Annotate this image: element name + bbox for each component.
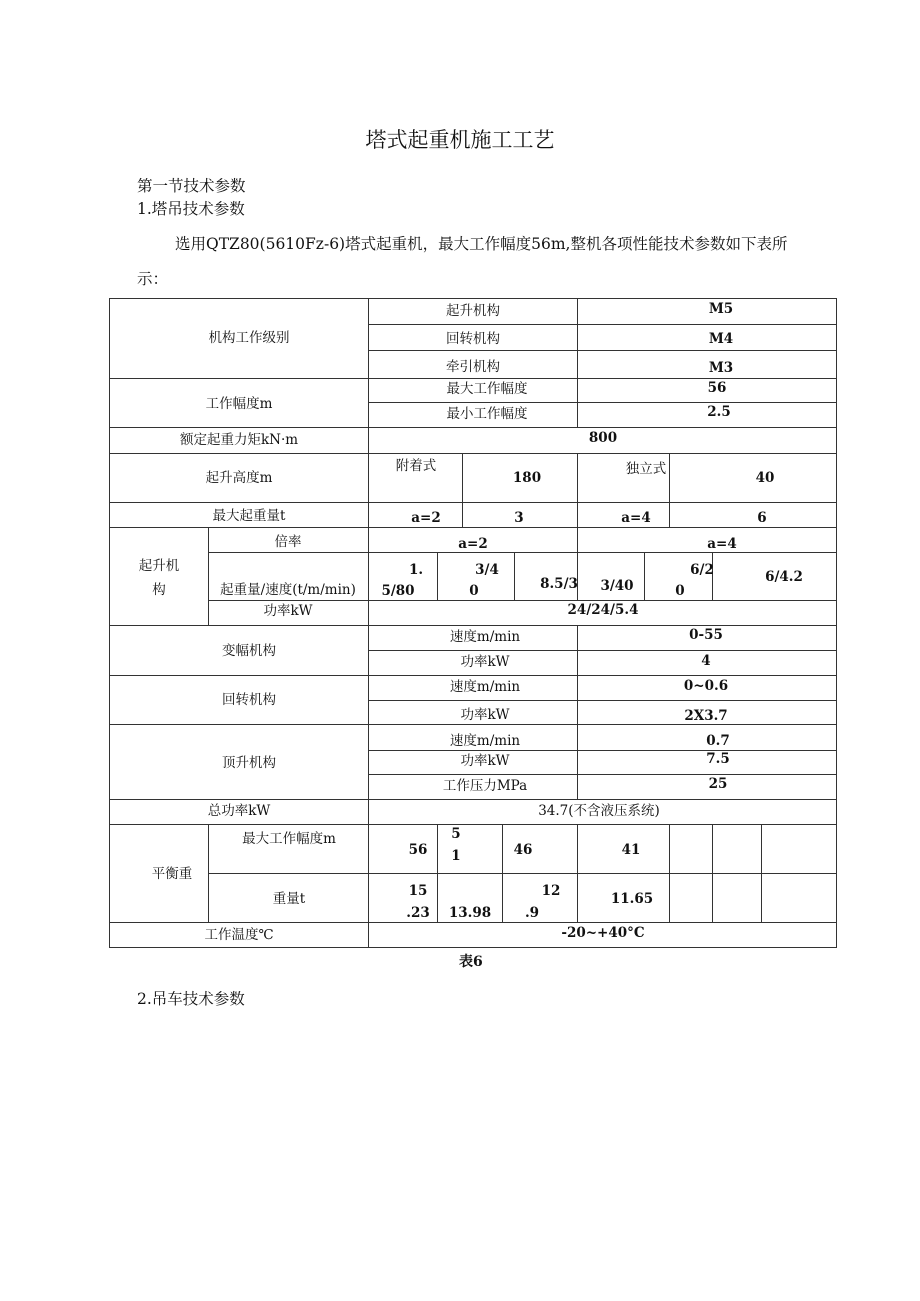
cell-attached: 附着式 [395,458,437,474]
cell-max-load-v2: 6 [757,510,767,526]
cell-cw-r1: 56 [408,842,428,858]
cell-trolley-mech: 牵引机构 [446,359,500,375]
cell-ls6: 6/4.2 [765,569,803,585]
cell-climb-power: 功率kW [460,753,510,769]
cell-radius: 工作幅度m [205,396,273,412]
cell-cw-r2-bot: 1 [451,848,461,864]
cell-max-load: 最大起重量t [212,508,286,524]
cell-hoist-class: M5 [708,301,734,317]
cell-climb-speed-val: 0.7 [706,733,730,749]
cell-power-val: 24/24/5.4 [567,602,639,618]
cell-temp: 工作温度℃ [204,927,274,943]
cell-slew-power-val: 2X3.7 [684,708,728,724]
cell-moment: 额定起重力矩kN·m [179,432,299,448]
cell-max-radius: 最大工作幅度 [446,381,528,397]
cell-moment-val: 800 [588,430,618,446]
cell-trolley-class: M3 [708,360,734,376]
cell-cw-r3: 46 [513,842,533,858]
cell-slew-mech: 回转机构 [446,331,500,347]
cell-ls1-top: 1. [408,562,424,578]
cell-free: 独立式 [625,461,667,477]
cell-total-power-val: 34.7(不含液压系统) [538,803,660,819]
cell-cw-weight: 重量t [272,891,306,907]
cell-climb-pressure-val: 25 [708,776,728,792]
cell-ls5-bot: 0 [675,583,685,599]
cell-luff-speed-val: 0-55 [689,627,723,643]
cell-height: 起升高度m [205,470,273,486]
cell-luff-power: 功率kW [460,654,510,670]
cell-cw-w3-bot: .9 [524,905,540,921]
cell-ratio-a2: a=2 [458,536,488,552]
cell-ls4: 3/40 [600,578,634,594]
cell-slew-speed-val: 0~0.6 [683,678,729,694]
cell-load-speed: 起重量/速度(t/m/min) [220,582,356,598]
cell-temp-val: -20~+40°C [561,925,645,941]
subsection-heading: 1.塔吊技术参数 [137,200,245,218]
intro-paragraph: 选用QTZ80(5610Fz-6)塔式起重机，最大工作幅度56m,整机各项性能技术参数如下表所 [175,235,788,253]
cell-climb-pressure: 工作压力MPa [442,778,528,794]
cell-ls5-top: 6/2 [690,562,714,578]
cell-ls2-bot: 0 [469,583,479,599]
cell-luff-power-val: 4 [701,653,711,669]
cell-max-radius-val: 56 [707,380,727,396]
cell-total-power: 总功率kW [207,803,271,819]
cell-cw-w3-top: 12 [541,883,561,899]
cell-min-radius: 最小工作幅度 [446,406,528,422]
cell-cw-w1-top: 15 [408,883,428,899]
cell-climb-power-val: 7.5 [706,751,730,767]
cell-cw-w1-bot: .23 [406,905,430,921]
cell-slew: 回转机构 [222,692,276,708]
section-heading: 第一节技术参数 [137,177,246,195]
cell-power: 功率kW [263,603,313,619]
subsection-heading-2: 2.吊车技术参数 [137,990,245,1008]
cell-ls3: 8.5/3 [540,576,578,592]
cell-climb-speed: 速度m/min [449,733,521,749]
cell-cw-radius: 最大工作幅度m [242,831,336,847]
cell-counterweight: 平衡重 [151,866,193,882]
cell-climb: 顶升机构 [222,755,276,771]
cell-ls2-top: 3/4 [475,562,499,578]
cell-work-class: 机构工作级别 [208,330,290,346]
cell-luff: 变幅机构 [222,643,276,659]
cell-max-load-a2: a=2 [411,510,441,526]
intro-paragraph-end: 示： [137,270,169,288]
cell-ls1-bot: 5/80 [381,583,415,599]
cell-luff-speed: 速度m/min [449,629,521,645]
cell-max-load-v1: 3 [514,510,524,526]
cell-cw-w2: 13.98 [448,905,492,921]
cell-max-load-a4: a=4 [621,510,651,526]
cell-slew-speed: 速度m/min [449,679,521,695]
cell-cw-w4: 11.65 [610,891,654,907]
page-title: 塔式起重机施工工艺 [365,128,555,152]
cell-hoist-mech: 起升机构 [446,303,500,319]
cell-hoist-group-1: 起升机 [138,558,180,574]
cell-slew-power: 功率kW [460,707,510,723]
cell-cw-r4: 41 [621,842,641,858]
cell-min-radius-val: 2.5 [707,404,731,420]
cell-ratio-a4: a=4 [707,536,737,552]
cell-ratio: 倍率 [274,534,302,550]
cell-free-val: 40 [755,470,775,486]
cell-hoist-group-2: 构 [152,582,166,598]
cell-cw-r2-top: 5 [451,826,461,842]
cell-attached-val: 180 [512,470,542,486]
cell-slew-class: M4 [708,331,734,347]
table-caption: 表6 [459,954,483,970]
